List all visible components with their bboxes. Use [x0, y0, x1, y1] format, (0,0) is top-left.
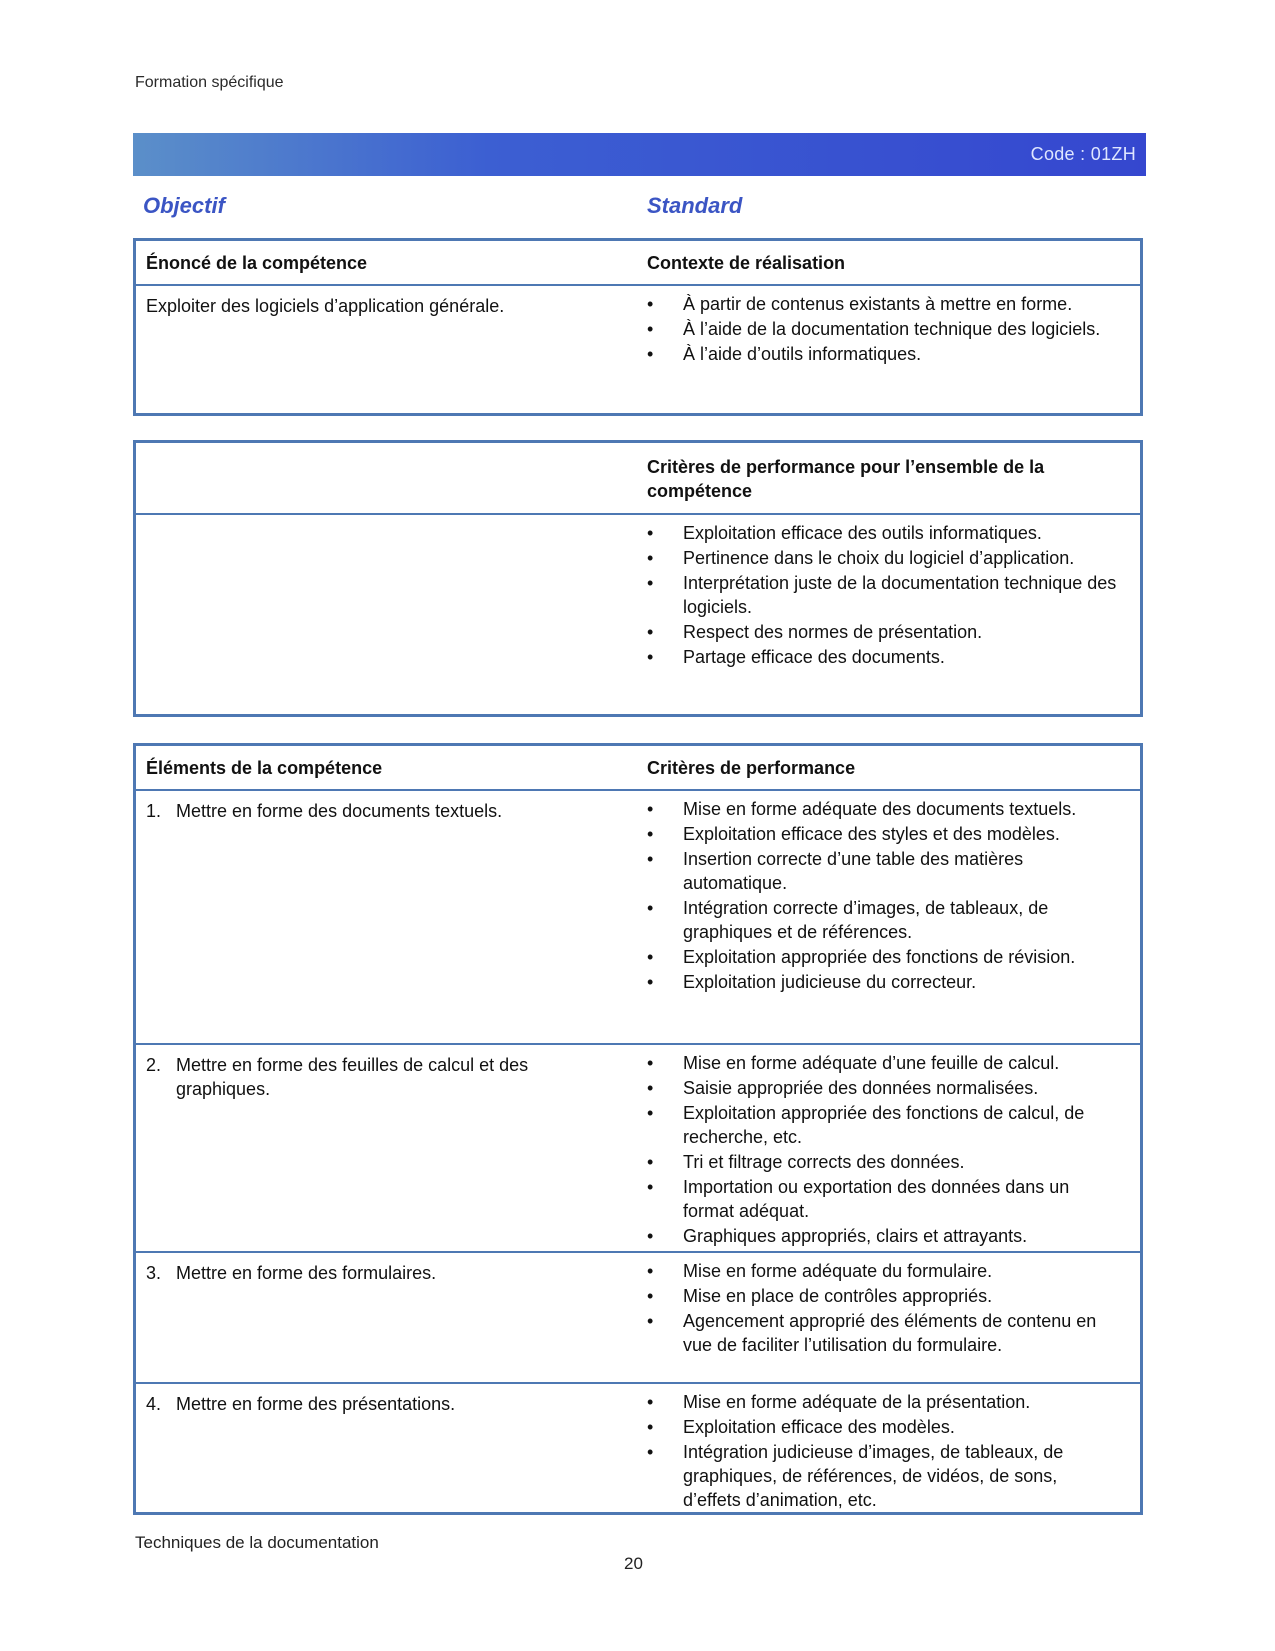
element-text: Mettre en forme des formulaires.	[176, 1263, 437, 1283]
list-item: • Mise en place de contrôles appropriés.	[647, 1284, 1117, 1308]
header-criteres: Critères de performance	[647, 758, 856, 778]
running-header: Formation spécifique	[135, 74, 284, 91]
section-title-standard: Standard	[647, 193, 743, 218]
header-enonce: Énoncé de la compétence	[146, 253, 368, 273]
list-item: • Respect des normes de présentation.	[647, 620, 1117, 644]
header-elements: Éléments de la compétence	[146, 758, 383, 778]
criteres-list	[647, 1051, 1117, 1249]
list-item: • Mise en forme adéquate du formulaire.	[647, 1259, 1117, 1283]
list-item: • À l’aide de la documentation technique des logiciels.	[647, 317, 1117, 341]
element-number: 2.	[146, 1055, 162, 1075]
list-item: • Intégration correcte d’images, de tableaux, de graphiques et de références.	[647, 896, 1117, 944]
list-item: • Insertion correcte d’une table des matières automatique.	[647, 847, 1117, 895]
list-item: • Interprétation juste de la documentation technique des logiciels.	[647, 571, 1117, 619]
contexte-list	[647, 292, 1117, 367]
table-row	[136, 1251, 1140, 1382]
page-number: 20	[624, 1554, 643, 1573]
section-titles	[143, 193, 1143, 223]
list-item: • Mise en forme adéquate de la présentation.	[647, 1390, 1117, 1414]
list-item: • Exploitation judicieuse du correcteur.	[647, 970, 1117, 994]
element-text: Mettre en forme des présentations.	[176, 1394, 456, 1414]
criteres-list	[647, 797, 1117, 995]
table-row	[136, 789, 1140, 1043]
element-2	[146, 1053, 626, 1101]
table-header-row	[136, 241, 1140, 284]
code-banner	[133, 133, 1146, 176]
criteres-ensemble-list	[647, 521, 1117, 670]
element-number: 1.	[146, 801, 162, 821]
list-item: • Agencement approprié des éléments de contenu en vue de faciliter l’utilisation du formulaire.	[647, 1309, 1117, 1357]
element-1	[146, 799, 626, 823]
criteres-list	[647, 1259, 1117, 1358]
table-criteres-ensemble	[133, 440, 1143, 717]
table-elements-criteres	[133, 743, 1143, 1515]
element-text: Mettre en forme des feuilles de calcul et des graphiques.	[176, 1055, 529, 1099]
list-item: • Saisie appropriée des données normalisées.	[647, 1076, 1117, 1100]
section-title-objectif: Objectif	[143, 193, 225, 218]
list-item: • Intégration judicieuse d’images, de tableaux, de graphiques, de références, de vidéos, de sons, d’effets d’animation, etc.	[647, 1440, 1117, 1512]
element-text: Mettre en forme des documents textuels.	[176, 801, 503, 821]
list-item: • Exploitation efficace des styles et des modèles.	[647, 822, 1117, 846]
element-4	[146, 1392, 626, 1416]
list-item: • Exploitation efficace des modèles.	[647, 1415, 1117, 1439]
list-item: • Mise en forme adéquate d’une feuille de calcul.	[647, 1051, 1117, 1075]
table-row	[136, 513, 1140, 714]
list-item: • À l’aide d’outils informatiques.	[647, 342, 1117, 366]
list-item: • Partage efficace des documents.	[647, 645, 1117, 669]
element-number: 4.	[146, 1394, 162, 1414]
criteres-list	[647, 1390, 1117, 1513]
competence-code: Code : 01ZH	[1030, 144, 1136, 164]
list-item: • Importation ou exportation des données dans un format adéquat.	[647, 1175, 1117, 1223]
list-item: • Exploitation appropriée des fonctions de révision.	[647, 945, 1117, 969]
list-item: • Graphiques appropriés, clairs et attrayants.	[647, 1224, 1117, 1248]
table-row	[136, 284, 1140, 413]
table-row	[136, 1043, 1140, 1251]
list-item: • Exploitation efficace des outils informatiques.	[647, 521, 1117, 545]
running-footer: Techniques de la documentation	[135, 1533, 379, 1552]
element-3	[146, 1261, 626, 1285]
header-contexte: Contexte de réalisation	[647, 253, 846, 273]
table-header-row	[136, 443, 1140, 513]
table-header-row	[136, 746, 1140, 789]
competence-statement: Exploiter des logiciels d’application générale.	[146, 296, 505, 316]
header-criteres-ensemble: Critères de performance pour l’ensemble de la compétence	[647, 457, 1045, 501]
list-item: • À partir de contenus existants à mettre en forme.	[647, 292, 1117, 316]
table-row	[136, 1382, 1140, 1512]
list-item: • Exploitation appropriée des fonctions de calcul, de recherche, etc.	[647, 1101, 1117, 1149]
table-enonce-contexte	[133, 238, 1143, 416]
list-item: • Mise en forme adéquate des documents textuels.	[647, 797, 1117, 821]
list-item: • Tri et filtrage corrects des données.	[647, 1150, 1117, 1174]
element-number: 3.	[146, 1263, 162, 1283]
list-item: • Pertinence dans le choix du logiciel d’application.	[647, 546, 1117, 570]
